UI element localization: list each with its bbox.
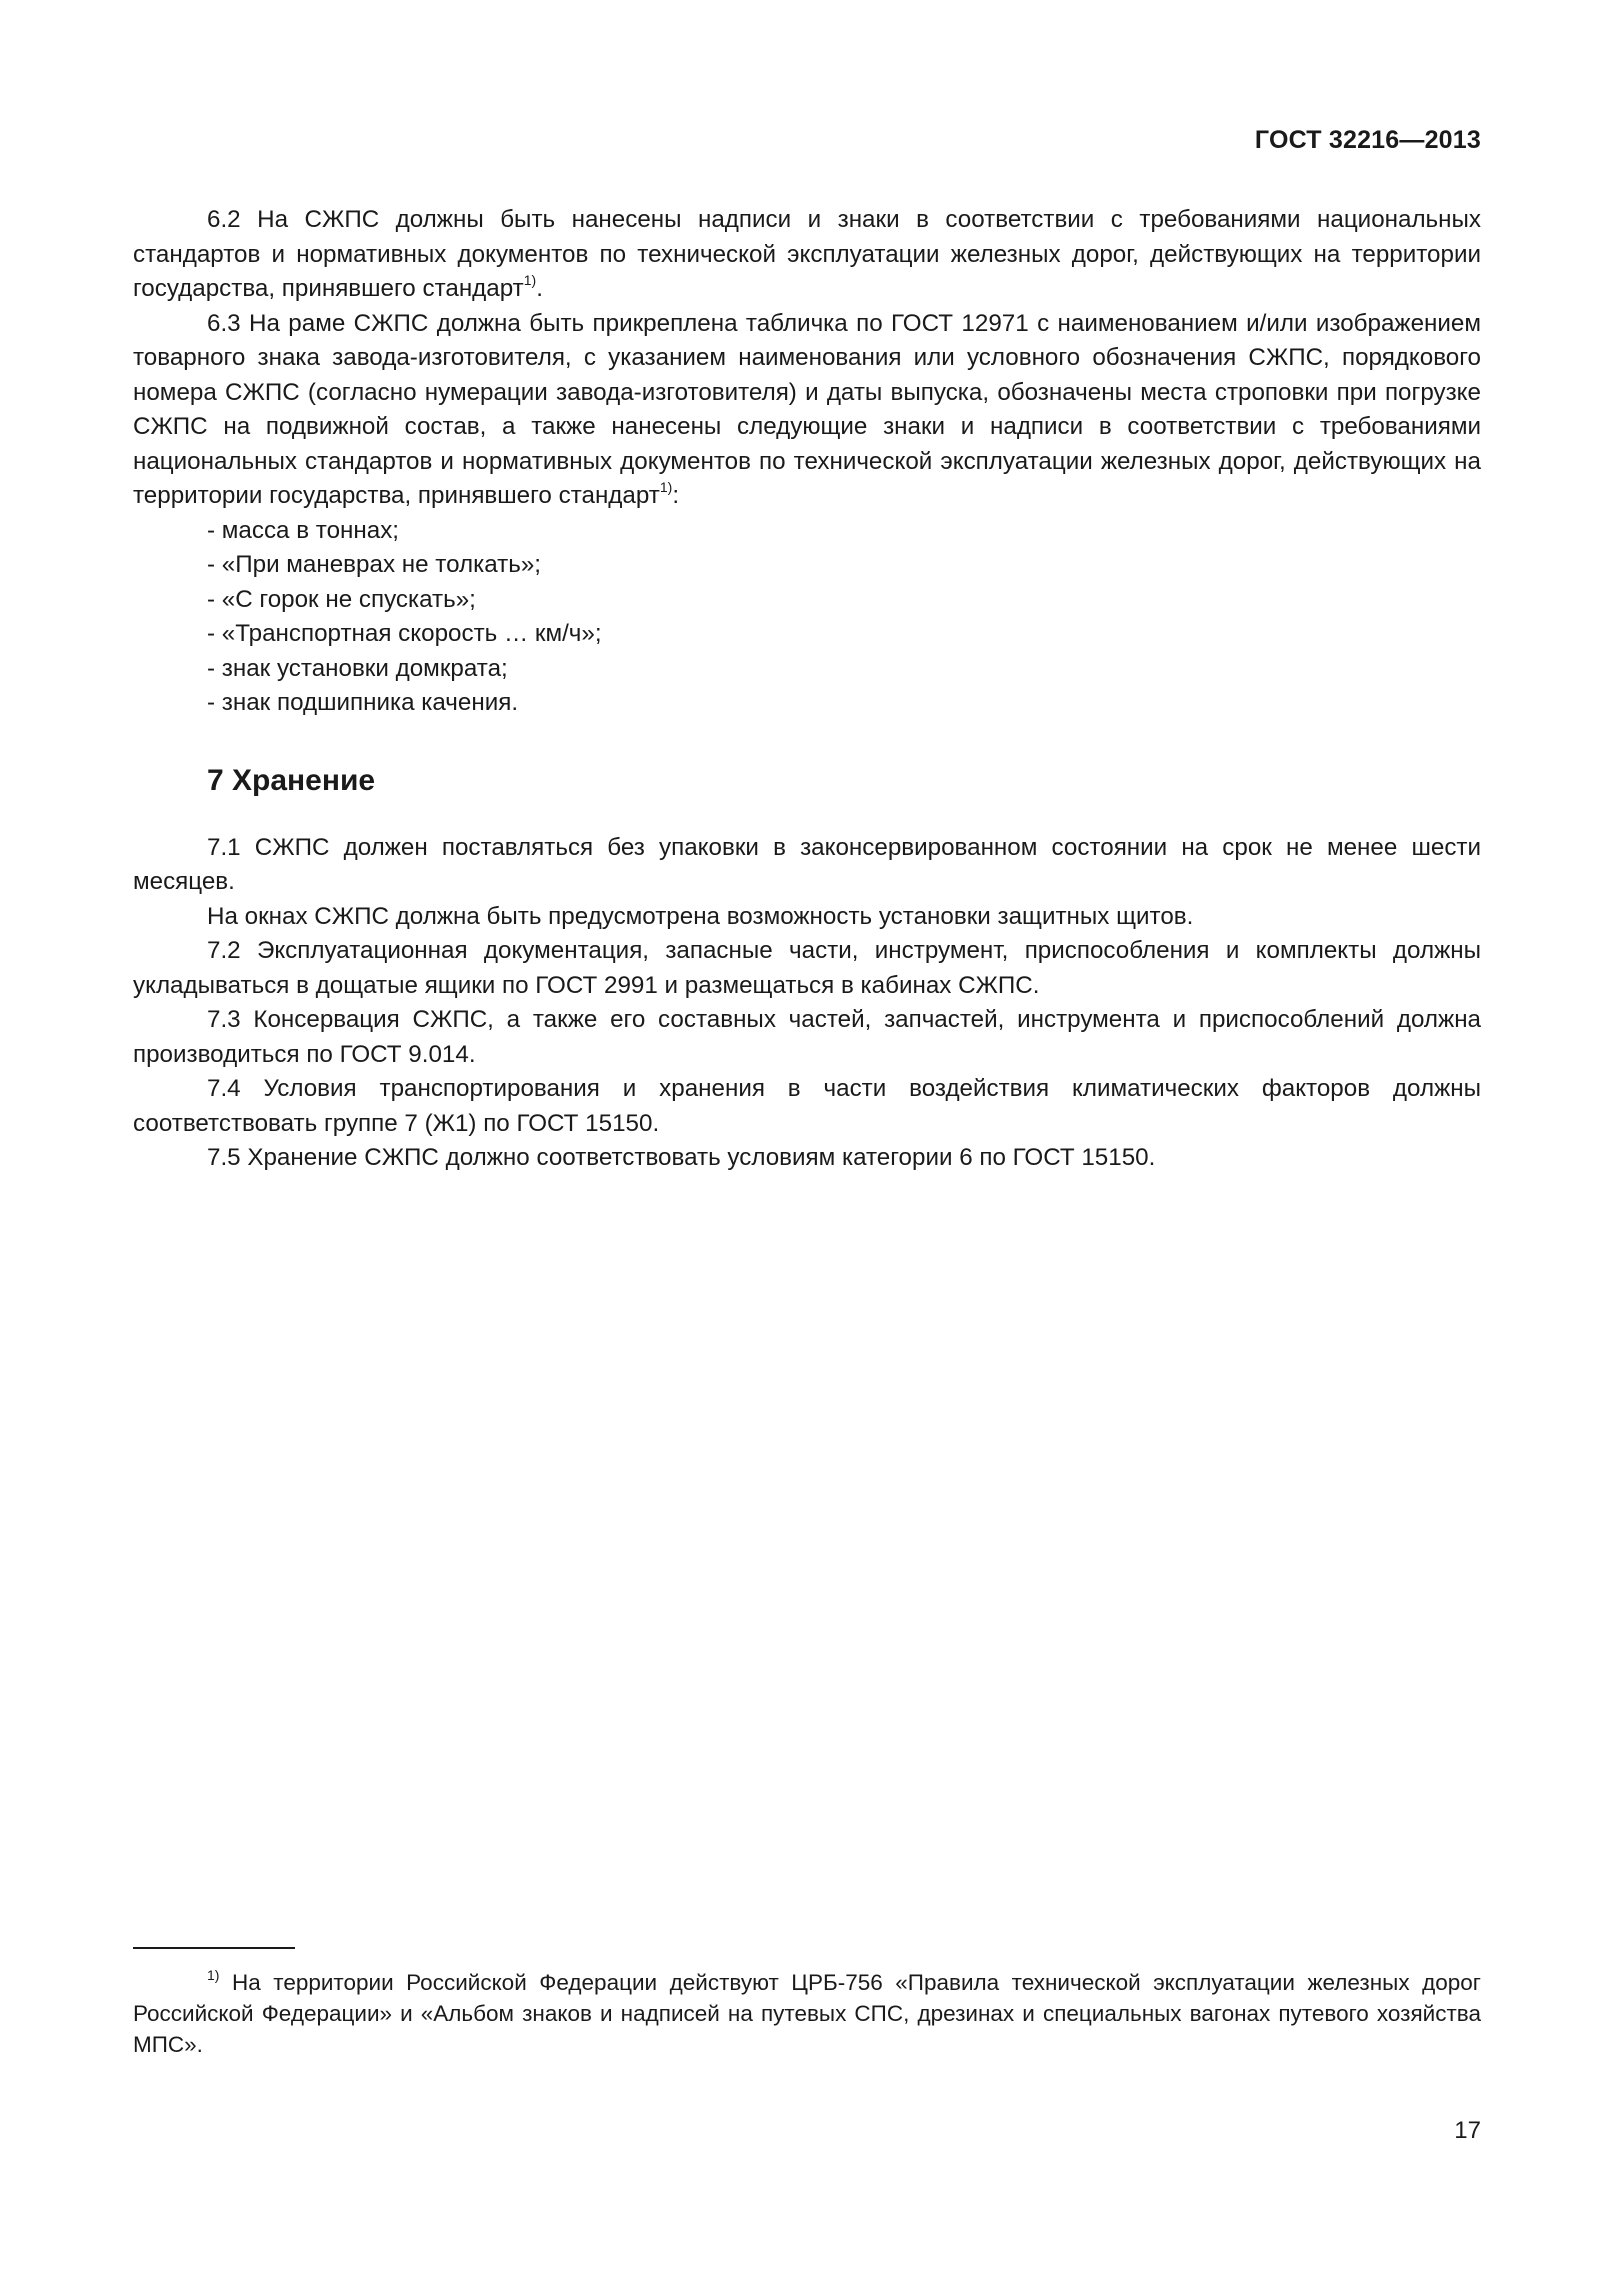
- list-item: - знак подшипника качения.: [207, 689, 519, 716]
- paragraph-end-mark: :: [672, 482, 680, 509]
- paragraph-7-1: 7.1 СЖПС должен поставляться без упаковки в законсервированном состоянии на срок не менее шести месяцев.: [133, 833, 1481, 895]
- list-item: - «Транспортная скорость … км/ч»;: [207, 620, 602, 647]
- paragraph-7-1-windows: На окнах СЖПС должна быть предусмотрена возможность установки защитных щитов.: [207, 902, 1194, 930]
- paragraph-6-3-text: 6.3 На раме СЖПС должна быть прикреплена табличка по ГОСТ 12971 с наименованием и/или изображением товарного знака завода-изготовителя, с указанием наименования или условного обозначения СЖПС, порядкового номера СЖПС (согласно нумерации завода-изготовителя) и даты выпуска, обозначены места строповки при погрузке СЖПС на подвижной состав, а также нанесены следующие знаки и надписи в соответствии с требованиями национальных стандартов и нормативных документов по технической эксплуатации железных дорог, действующих на территории государства, принявшего стандарт: [133, 309, 1481, 509]
- paragraph-7-2: 7.2 Эксплуатационная документация, запасные части, инструмент, приспособления и комплекты должны укладываться в дощатые ящики по ГОСТ 2991 и размещаться в кабинах СЖПС.: [133, 937, 1481, 999]
- footnote-ref: 1): [659, 479, 673, 495]
- paragraph-7-4: 7.4 Условия транспортирования и хранения в части воздействия климатических факторов должны соответствовать группе 7 (Ж1) по ГОСТ 15150.: [133, 1075, 1481, 1137]
- list-item: - «При маневрах не толкать»;: [207, 551, 542, 578]
- section-7-body: [133, 831, 1481, 1176]
- footnote-text: На территории Российской Федерации действуют ЦРБ-756 «Правила технической эксплуатации железных дорог Российской Федерации» и «Альбом знаков и надписей на путевых СПС, дрезинах и специальных вагонах путевого хозяйства МПС».: [133, 1970, 1481, 2057]
- standard-designation: ГОСТ 32216—2013: [1254, 126, 1481, 154]
- footnote-separator: [133, 1947, 295, 1949]
- paragraph-6-3: [133, 307, 1481, 514]
- list-item: - знак установки домкрата;: [207, 654, 508, 682]
- footnote-mark: 1): [207, 1967, 220, 1983]
- page-number: 17: [1454, 2117, 1481, 2144]
- footnote-ref: 1): [523, 272, 537, 288]
- list-item: - масса в тоннах;: [207, 516, 400, 544]
- section-7-heading: 7 Хранение: [207, 763, 376, 797]
- paragraph-end-mark: .: [536, 275, 543, 302]
- list-item: - «С горок не спускать»;: [207, 585, 476, 613]
- paragraph-7-3: 7.3 Консервация СЖПС, а также его составных частей, запчастей, инструмента и приспособлений должна производиться по ГОСТ 9.014.: [133, 1006, 1481, 1068]
- paragraph-6-2: [133, 203, 1481, 307]
- paragraph-7-5: 7.5 Хранение СЖПС должно соответствовать условиям категории 6 по ГОСТ 15150.: [207, 1144, 1156, 1171]
- footnote: [133, 1967, 1481, 2060]
- page-body: [133, 203, 1481, 1176]
- paragraph-6-2-text: 6.2 На СЖПС должны быть нанесены надписи и знаки в соответствии с требованиями национальных стандартов и нормативных документов по технической эксплуатации железных дорог, действующих на территории государства, принявшего стандарт: [133, 206, 1481, 302]
